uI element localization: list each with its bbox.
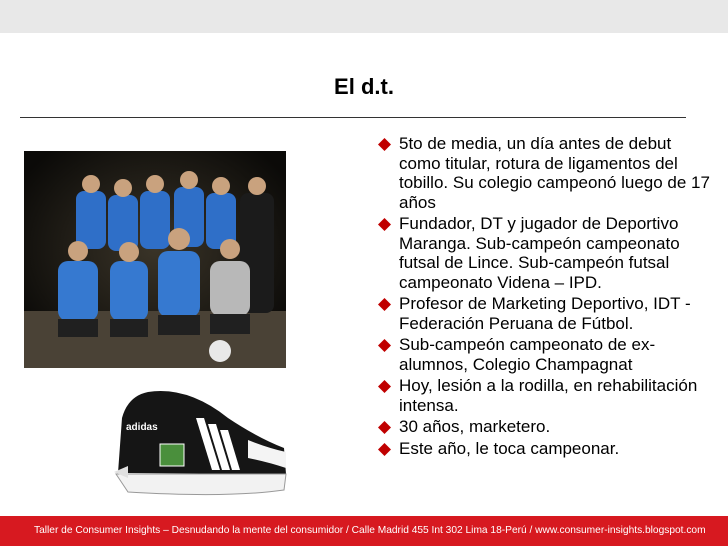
slide-title: El d.t.	[334, 74, 394, 99]
diamond-bullet-icon	[378, 380, 391, 393]
list-item: Fundador, DT y jugador de Deportivo Maranga. Sub-campeón campeonato futsal de Lince. Sub-campeón futsal campeonato Videna – IPD.	[378, 214, 713, 292]
diamond-bullet-icon	[378, 421, 391, 434]
sneaker-image	[108, 378, 290, 502]
footer-text: Taller de Consumer Insights – Desnudando la mente del consumidor / Calle Madrid 455 Int 302 Lima 18-Perú / www.consumer-insights.blogspot.com	[34, 525, 706, 536]
bullet-list	[378, 134, 713, 460]
title-divider	[20, 117, 686, 118]
top-bar	[0, 0, 728, 33]
footer-bar	[0, 516, 728, 546]
list-item: Sub-campeón campeonato de ex-alumnos, Colegio Champagnat	[378, 335, 713, 374]
shoe-brand-text: adidas	[126, 422, 158, 433]
diamond-bullet-icon	[378, 443, 391, 456]
list-item: Este año, le toca campeonar.	[378, 439, 713, 459]
list-item: Profesor de Marketing Deportivo, IDT - Federación Peruana de Fútbol.	[378, 294, 713, 333]
team-photo	[24, 151, 286, 368]
diamond-bullet-icon	[378, 218, 391, 231]
list-item: Hoy, lesión a la rodilla, en rehabilitación intensa.	[378, 376, 713, 415]
diamond-bullet-icon	[378, 138, 391, 151]
diamond-bullet-icon	[378, 339, 391, 352]
list-item: 30 años, marketero.	[378, 417, 713, 437]
diamond-bullet-icon	[378, 298, 391, 311]
list-item: 5to de media, un día antes de debut como titular, rotura de ligamentos del tobillo. Su colegio campeonó luego de 17 años	[378, 134, 713, 212]
